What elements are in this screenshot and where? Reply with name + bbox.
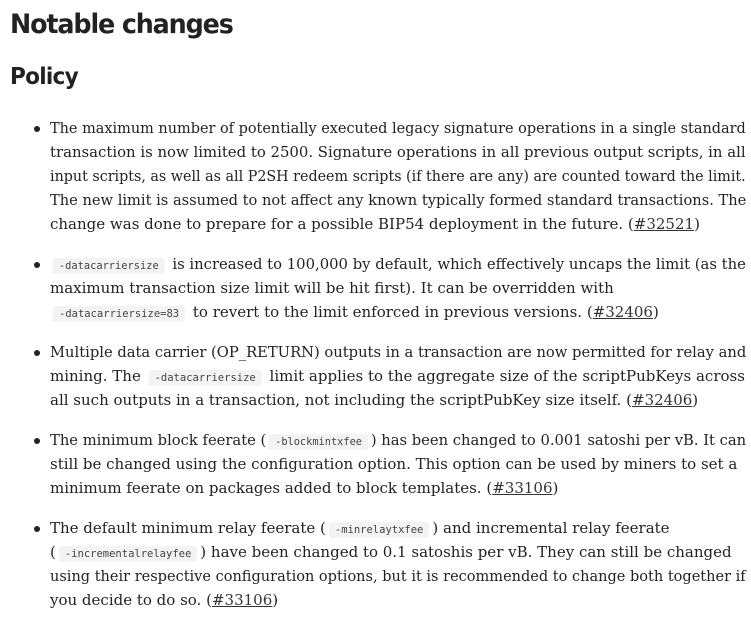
body-text: ) <box>652 303 659 321</box>
text-line <box>50 476 558 500</box>
body-text: to revert to the limit enforced in previous versions. ( <box>188 303 593 321</box>
text-line <box>50 452 737 476</box>
body-text: is increased to 100,000 by default, which effectively uncaps the limit (as the <box>167 255 746 273</box>
list-item <box>34 428 746 500</box>
pull-request-link[interactable]: #32521 <box>633 215 695 233</box>
body-text: ( <box>50 543 56 561</box>
body-text: The maximum number of potentially executed legacy signature operations in a single standard <box>50 119 746 137</box>
list-item <box>34 116 746 236</box>
body-text: ) <box>692 391 699 409</box>
option-code: -minrelaytxfee <box>329 522 430 538</box>
body-text: transaction is now limited to 2500. Signature operations in all previous output scripts, in all <box>50 143 746 161</box>
option-code: -incrementalrelayfee <box>59 546 197 562</box>
pull-request-link[interactable]: #33106 <box>211 591 273 609</box>
text-line <box>50 588 278 612</box>
text-line <box>50 276 614 300</box>
text-line <box>50 564 746 588</box>
pull-request-link[interactable]: #32406 <box>592 303 653 321</box>
bullet-icon <box>34 438 40 444</box>
text-line <box>50 140 746 164</box>
section-heading-policy: Policy <box>10 64 78 90</box>
body-text: using their respective configuration options, but it is recommended to change both together if <box>50 567 746 585</box>
option-code: -datacarriersize <box>149 370 262 386</box>
page-title: Notable changes <box>10 9 233 40</box>
text-line <box>50 340 746 364</box>
body-text: Multiple data carrier (OP_RETURN) outputs in a transaction are now permitted for relay and <box>50 343 747 361</box>
body-text: all such outputs in a transaction, not including the scriptPubKey size itself. ( <box>50 391 632 409</box>
text-line <box>50 388 698 412</box>
text-line <box>50 516 670 540</box>
body-text: ) have been changed to 0.1 satoshis per vB. They can still be changed <box>200 543 732 561</box>
list-item <box>34 340 746 412</box>
body-text: The minimum block feerate ( <box>50 431 267 449</box>
bullet-icon <box>34 526 40 532</box>
body-text: limit applies to the aggregate size of the scriptPubKeys across <box>264 367 745 385</box>
text-line <box>50 164 746 188</box>
body-text: The default minimum relay feerate ( <box>50 519 326 537</box>
body-text: The new limit is assumed to not affect any known typically formed standard transactions. The <box>50 191 747 209</box>
text-line <box>50 116 746 140</box>
body-text: ) and incremental relay feerate <box>432 519 670 537</box>
bullet-icon <box>34 262 40 268</box>
text-line <box>50 364 745 388</box>
text-line <box>50 428 746 452</box>
body-text: you decide to do so. ( <box>50 591 212 609</box>
text-line <box>50 188 746 212</box>
list-item <box>34 516 746 612</box>
body-text: mining. The <box>50 367 146 385</box>
option-code: -blockmintxfee <box>269 434 368 450</box>
text-line <box>50 540 732 564</box>
bullet-icon <box>34 350 40 356</box>
text-line <box>50 212 700 236</box>
text-line <box>50 300 659 324</box>
option-code: -datacarriersize <box>53 258 165 274</box>
list-item <box>34 252 746 324</box>
body-text: still be changed using the configuration option. This option can be used by miners to set a <box>50 455 738 473</box>
bullet-icon <box>34 126 40 132</box>
body-text: input scripts, as well as all P2SH redeem scripts (if there are any) are counted toward the limit. <box>50 167 746 185</box>
body-text: ) <box>694 215 700 233</box>
option-code: -datacarriersize=83 <box>53 306 185 322</box>
body-text: change was done to prepare for a possible BIP54 deployment in the future. ( <box>50 215 634 233</box>
pull-request-link[interactable]: #32406 <box>632 391 693 409</box>
pull-request-link[interactable]: #33106 <box>492 479 553 497</box>
body-text: ) has been changed to 0.001 satoshi per vB. It can <box>370 431 747 449</box>
body-text: ) <box>552 479 559 497</box>
body-text: ) <box>272 591 279 609</box>
body-text: maximum transaction size limit will be hit first). It can be overridden with <box>50 279 614 297</box>
body-text: minimum feerate on packages added to block templates. ( <box>50 479 493 497</box>
text-line <box>50 252 746 276</box>
